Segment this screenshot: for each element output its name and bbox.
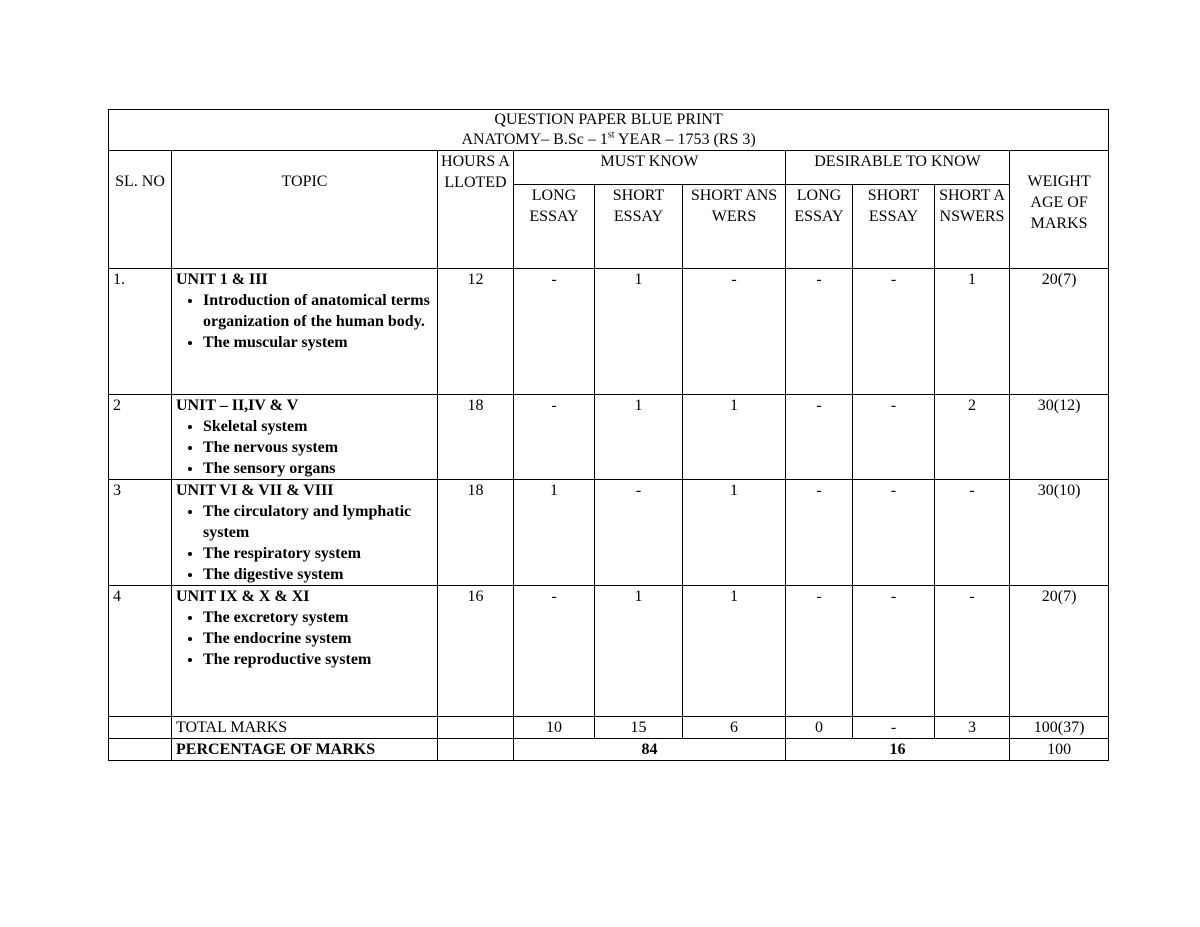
row-dk-long: - bbox=[786, 586, 853, 717]
row-dk-long: - bbox=[786, 269, 853, 395]
row-dk-short: - bbox=[853, 480, 935, 586]
percentage-row bbox=[109, 739, 1109, 761]
header-desirable: DESIRABLE TO KNOW bbox=[786, 151, 1010, 185]
total-weight: 100(37) bbox=[1010, 717, 1109, 739]
title-line-2: ANATOMY– B.Sc – 1st YEAR – 1753 (RS 3) bbox=[461, 129, 756, 148]
row-dk-answers: 2 bbox=[935, 395, 1010, 480]
total-sl bbox=[109, 717, 172, 739]
row-unit: UNIT IX & X & XI bbox=[176, 588, 310, 605]
row-mk-answers: - bbox=[683, 269, 786, 395]
topic-list bbox=[176, 501, 433, 585]
title-row bbox=[109, 110, 1109, 151]
row-mk-answers: 1 bbox=[683, 395, 786, 480]
row-mk-long: - bbox=[514, 269, 595, 395]
header-d-short-answers: SHORT ANSWERS bbox=[935, 185, 1010, 269]
topic-item: • The excretory system bbox=[203, 607, 433, 628]
row-weight: 30(10) bbox=[1010, 480, 1109, 586]
row-mk-answers: 1 bbox=[683, 480, 786, 586]
topic-list bbox=[176, 607, 433, 670]
percentage-must-know: 84 bbox=[514, 739, 786, 761]
row-weight: 20(7) bbox=[1010, 586, 1109, 717]
total-dk-long: 0 bbox=[786, 717, 853, 739]
row-dk-short: - bbox=[853, 586, 935, 717]
total-hours bbox=[438, 717, 514, 739]
row-dk-answers: 1 bbox=[935, 269, 1010, 395]
row-hours: 12 bbox=[438, 269, 514, 395]
header-long-essay: LONG ESSAY bbox=[514, 185, 595, 269]
row-sl: 4 bbox=[109, 586, 172, 717]
topic-item: • The reproductive system bbox=[203, 649, 433, 670]
table-row bbox=[109, 480, 1109, 586]
topic-item: • The endocrine system bbox=[203, 628, 433, 649]
row-dk-long: - bbox=[786, 395, 853, 480]
header-sl-no: SL. NO bbox=[109, 151, 172, 269]
header-short-essay: SHORT ESSAY bbox=[595, 185, 683, 269]
table-row bbox=[109, 586, 1109, 717]
header-d-long-essay: LONG ESSAY bbox=[786, 185, 853, 269]
row-sl: 1. bbox=[109, 269, 172, 395]
row-dk-answers: - bbox=[935, 480, 1010, 586]
row-hours: 18 bbox=[438, 395, 514, 480]
row-dk-short: - bbox=[853, 395, 935, 480]
topic-item: • The nervous system bbox=[203, 437, 433, 458]
total-dk-answers: 3 bbox=[935, 717, 1010, 739]
header-weightage: WEIGHT AGE OF MARKS bbox=[1010, 151, 1109, 269]
topic-list bbox=[176, 416, 433, 479]
topic-item: • The circulatory and lymphatic system bbox=[203, 501, 433, 543]
row-mk-short: - bbox=[595, 480, 683, 586]
total-mk-answers: 6 bbox=[683, 717, 786, 739]
title-line-1: QUESTION PAPER BLUE PRINT bbox=[494, 111, 723, 128]
header-row-1 bbox=[109, 151, 1109, 185]
row-mk-short: 1 bbox=[595, 269, 683, 395]
total-dk-short: - bbox=[853, 717, 935, 739]
total-mk-long: 10 bbox=[514, 717, 595, 739]
row-mk-short: 1 bbox=[595, 586, 683, 717]
percentage-sl bbox=[109, 739, 172, 761]
percentage-hours bbox=[438, 739, 514, 761]
row-sl: 3 bbox=[109, 480, 172, 586]
topic-item: • Skeletal system bbox=[203, 416, 433, 437]
row-dk-long: - bbox=[786, 480, 853, 586]
percentage-desirable: 16 bbox=[786, 739, 1010, 761]
percentage-weight: 100 bbox=[1010, 739, 1109, 761]
row-dk-answers: - bbox=[935, 586, 1010, 717]
total-row bbox=[109, 717, 1109, 739]
row-dk-short: - bbox=[853, 269, 935, 395]
header-short-answers: SHORT ANSWERS bbox=[683, 185, 786, 269]
blueprint-table bbox=[108, 109, 1109, 761]
row-topic bbox=[172, 586, 438, 717]
topic-item: • The respiratory system bbox=[203, 543, 433, 564]
table-title bbox=[109, 110, 1109, 151]
header-hours: HOURS ALLOTED bbox=[438, 151, 514, 269]
row-topic bbox=[172, 395, 438, 480]
row-mk-short: 1 bbox=[595, 395, 683, 480]
header-topic: TOPIC bbox=[172, 151, 438, 269]
total-mk-short: 15 bbox=[595, 717, 683, 739]
percentage-label: PERCENTAGE OF MARKS bbox=[172, 739, 438, 761]
total-label: TOTAL MARKS bbox=[172, 717, 438, 739]
row-unit: UNIT 1 & III bbox=[176, 271, 268, 288]
row-mk-answers: 1 bbox=[683, 586, 786, 717]
header-must-know: MUST KNOW bbox=[514, 151, 786, 185]
row-unit: UNIT VI & VII & VIII bbox=[176, 482, 334, 499]
row-weight: 20(7) bbox=[1010, 269, 1109, 395]
topic-item: • The muscular system bbox=[203, 332, 433, 353]
row-sl: 2 bbox=[109, 395, 172, 480]
row-hours: 18 bbox=[438, 480, 514, 586]
row-topic bbox=[172, 269, 438, 395]
topic-item: • Introduction of anatomical terms organization of the human body. bbox=[203, 290, 433, 332]
header-d-short-essay: SHORT ESSAY bbox=[853, 185, 935, 269]
row-hours: 16 bbox=[438, 586, 514, 717]
table-row bbox=[109, 395, 1109, 480]
row-unit: UNIT – II,IV & V bbox=[176, 397, 299, 414]
topic-item: • The digestive system bbox=[203, 564, 433, 585]
topic-item: • The sensory organs bbox=[203, 458, 433, 479]
row-mk-long: - bbox=[514, 586, 595, 717]
row-mk-long: - bbox=[514, 395, 595, 480]
row-topic bbox=[172, 480, 438, 586]
row-mk-long: 1 bbox=[514, 480, 595, 586]
row-weight: 30(12) bbox=[1010, 395, 1109, 480]
table-row bbox=[109, 269, 1109, 395]
topic-list bbox=[176, 290, 433, 353]
